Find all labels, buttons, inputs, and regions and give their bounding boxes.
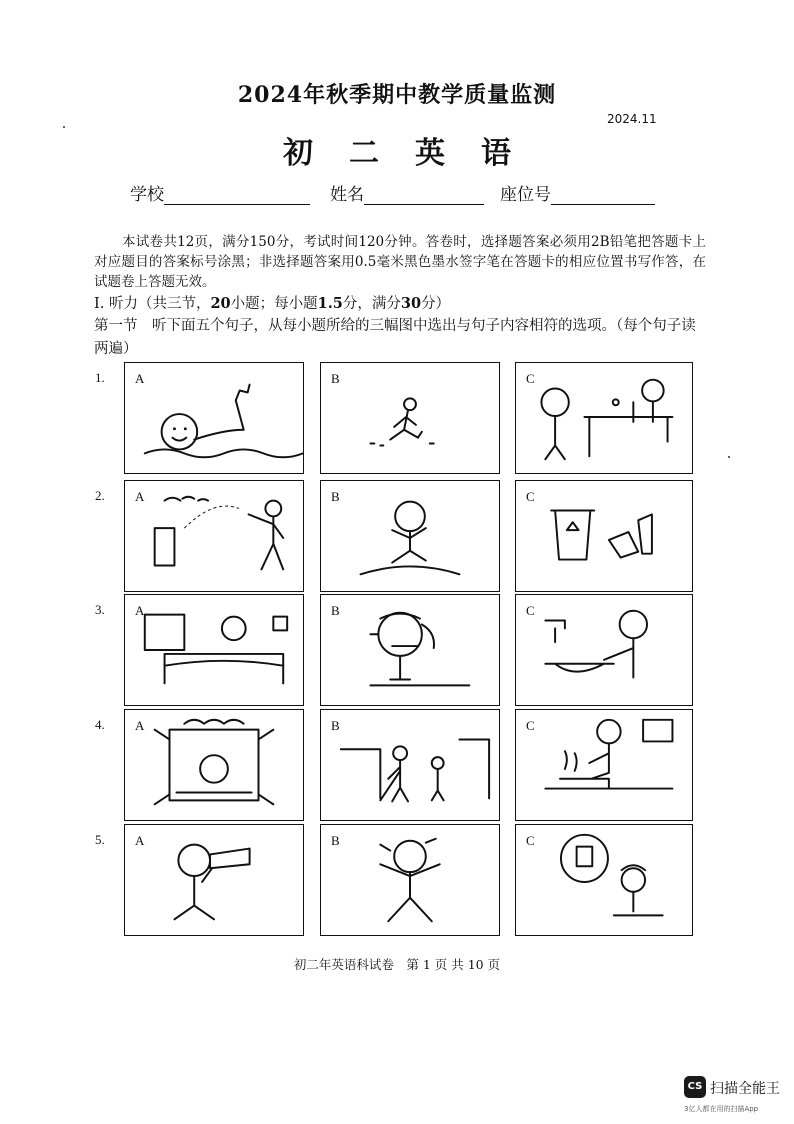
section-heading: Ⅰ. 听力（共三节，20小题；每小题1.5分，满分30分） — [94, 295, 451, 312]
boy-at-window-icon — [125, 710, 303, 820]
seat-label: 座位号 — [500, 185, 551, 205]
option-picture-girl-in-bed[interactable] — [124, 594, 304, 706]
option-label: B — [331, 718, 340, 733]
question-number: 3. — [95, 602, 105, 617]
boy-long-jump-icon — [321, 363, 499, 473]
school-label: 学校 — [130, 185, 164, 205]
family-cleaning-icon — [321, 710, 499, 820]
question-number: 2. — [95, 488, 105, 503]
school-field[interactable] — [130, 180, 310, 205]
option-label: C — [526, 603, 535, 618]
option-label: A — [135, 371, 145, 386]
option-picture-man-throwing-litter[interactable] — [124, 480, 304, 592]
seat-field[interactable] — [500, 180, 655, 205]
name-field[interactable] — [330, 180, 484, 205]
part1-instruction: 第一节 听下面五个句子，从每小题所给的三幅图中选出与句子内容相符的选项。（每个句子读两遍） — [94, 318, 696, 357]
boy-swimming-icon — [125, 363, 303, 473]
option-label: C — [526, 718, 535, 733]
man-washing-hands-icon — [516, 595, 692, 705]
option-picture-recycling-bin[interactable] — [515, 480, 693, 592]
option-label: B — [331, 833, 340, 848]
exam-subject: 初二英语 — [283, 136, 547, 171]
option-picture-girl-brushing-teeth[interactable] — [320, 594, 500, 706]
option-picture-nurse-medicine[interactable] — [515, 824, 693, 936]
exam-title: 2024年秋季期中教学质量监测 — [237, 82, 557, 108]
recycling-bin-icon — [516, 481, 692, 591]
option-label: B — [331, 371, 340, 386]
question-number: 5. — [95, 832, 105, 847]
girl-exercising-icon — [321, 825, 499, 935]
option-label: C — [526, 371, 535, 386]
woman-cooking-icon — [516, 710, 692, 820]
watermark-name: 扫描全能王 — [710, 1081, 780, 1097]
instructions: 本试卷共12页，满分150分，考试时间120分钟。答卷时，选择题答案必须用2B铅笔把答题卡上对应题目的答案标号涂黑；非选择题答案用0.5毫米黑色墨水签字笔在答题卡的相应位置书写作答，在试题卷上答题无效。 — [94, 234, 706, 290]
boy-running-icon — [321, 481, 499, 591]
girl-brushing-teeth-icon — [321, 595, 499, 705]
option-picture-girl-exercising[interactable] — [320, 824, 500, 936]
option-picture-boy-running[interactable] — [320, 480, 500, 592]
exam-date: 2024.11 — [607, 112, 657, 126]
option-picture-boy-swimming[interactable] — [124, 362, 304, 474]
option-label: B — [331, 603, 340, 618]
option-picture-boy-at-window[interactable] — [124, 709, 304, 821]
camscanner-logo-icon: CS — [684, 1076, 706, 1098]
option-label: A — [135, 718, 145, 733]
option-picture-man-washing-hands[interactable] — [515, 594, 693, 706]
option-picture-boy-long-jump[interactable] — [320, 362, 500, 474]
option-picture-family-cleaning[interactable] — [320, 709, 500, 821]
option-picture-boys-table-tennis[interactable] — [515, 362, 693, 474]
boy-drinking-icon — [125, 825, 303, 935]
option-label: A — [135, 489, 145, 504]
option-label: B — [331, 489, 340, 504]
question-number: 4. — [95, 717, 105, 732]
man-throwing-litter-icon — [125, 481, 303, 591]
question-number: 1. — [95, 370, 105, 385]
page-footer: 初二年英语科试卷 第 1 页 共 10 页 — [293, 957, 501, 972]
option-label: A — [135, 603, 145, 618]
girl-in-bed-icon — [125, 595, 303, 705]
option-label: C — [526, 833, 535, 848]
watermark-tagline: 3亿人都在用的扫描App — [684, 1105, 759, 1113]
nurse-medicine-icon — [516, 825, 692, 935]
option-picture-woman-cooking[interactable] — [515, 709, 693, 821]
boys-table-tennis-icon — [516, 363, 692, 473]
option-label: A — [135, 833, 145, 848]
option-label: C — [526, 489, 535, 504]
option-picture-boy-drinking[interactable] — [124, 824, 304, 936]
name-label: 姓名 — [330, 185, 364, 205]
